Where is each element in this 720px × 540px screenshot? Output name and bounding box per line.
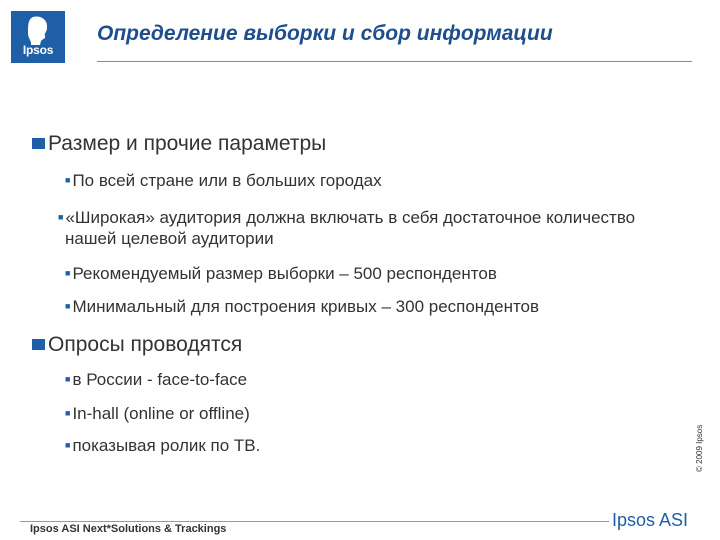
bullet-icon: ■ <box>65 374 71 384</box>
bullet-icon: ■ <box>58 212 64 222</box>
list-item-text: в России - face-to-face <box>72 370 248 389</box>
list-item <box>65 170 625 191</box>
slide-title: Определение выборки и сбор информации <box>97 22 553 45</box>
bullet-icon: ■ <box>65 175 71 185</box>
list-item-text: Минимальный для построения кривых – 300 респондентов <box>72 297 540 316</box>
list-item <box>65 403 625 424</box>
footer-brand: Ipsos ASI <box>612 510 689 530</box>
list-item-text: In-hall (online or offline) <box>72 404 250 423</box>
section-heading-text: Размер и прочие параметры <box>48 132 327 155</box>
footer-divider <box>20 521 609 522</box>
bullet-icon: ■ <box>65 301 71 311</box>
copyright-note: © 2009 Ipsos <box>695 424 704 472</box>
section-heading-surveys <box>32 333 242 357</box>
footer-caption: Ipsos ASI Next*Solutions & Trackings <box>30 523 227 535</box>
list-item-text: показывая ролик по ТВ. <box>72 436 261 455</box>
bullet-icon: ■ <box>65 440 71 450</box>
square-bullet-icon <box>32 339 45 350</box>
ipsos-logo <box>11 11 65 63</box>
bullet-icon: ■ <box>65 268 71 278</box>
list-item-text: «Широкая» аудитория должна включать в себя достаточное количество нашей целевой аудитории <box>65 208 636 248</box>
list-item <box>65 369 625 390</box>
list-item <box>65 263 625 284</box>
logo-text: Ipsos <box>22 43 54 57</box>
section-heading-text: Опросы проводятся <box>48 333 243 356</box>
list-item-text: Рекомендуемый размер выборки – 500 респондентов <box>72 264 497 283</box>
list-item <box>58 207 665 249</box>
square-bullet-icon <box>32 138 45 149</box>
list-item <box>65 296 665 317</box>
list-item-text: По всей стране или в больших городах <box>72 171 382 190</box>
bullet-icon: ■ <box>65 408 71 418</box>
section-heading-size <box>32 132 326 156</box>
list-item <box>65 435 625 456</box>
title-divider <box>97 61 692 62</box>
